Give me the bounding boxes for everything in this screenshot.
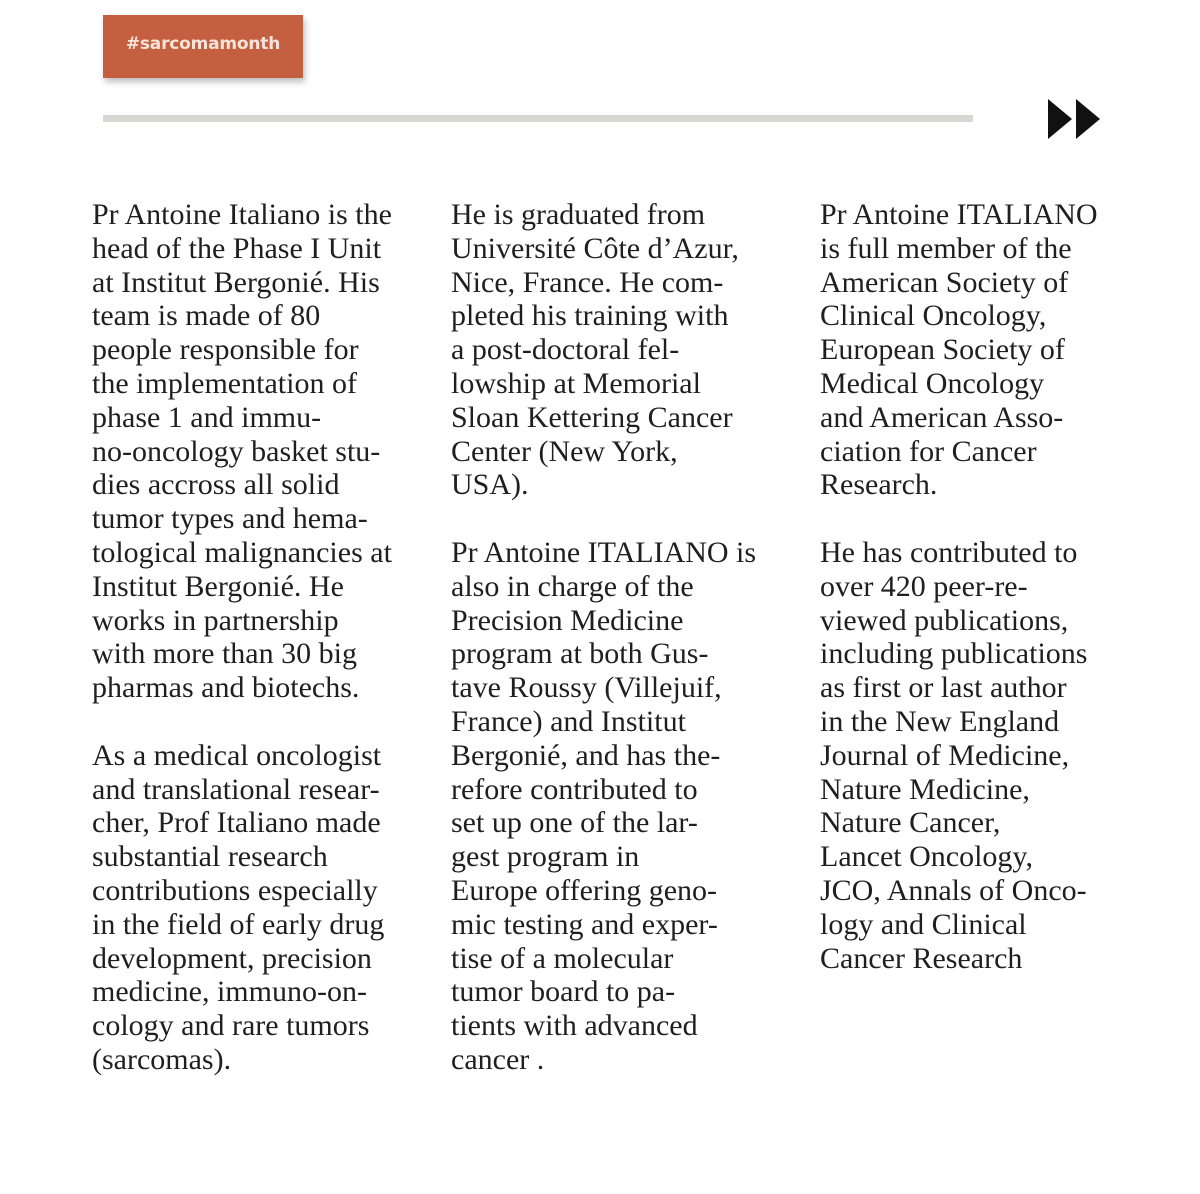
paragraph [451,198,756,502]
text-line: gest program in [451,840,640,874]
text-line: Journal of Medicine, [820,738,1070,772]
text-line: cher, Prof Italiano made [92,806,381,840]
text-line: Clinical Oncology, [820,299,1047,333]
text-line: Sloan Kettering Cancer [451,400,733,434]
text-line: Bergonié, and has the- [451,738,721,772]
text-line: tave Roussy (Villejuif, [451,671,722,705]
text-line: Nature Medicine, [820,772,1030,806]
text-line: dies accross all solid [92,468,340,502]
text-line: head of the Phase I Unit [92,231,382,265]
text-line: Université Côte d’Azur, [451,231,739,265]
text-line: and American Asso- [820,400,1064,434]
text-line: Cancer Research [820,941,1023,975]
text-line: medicine, immuno-on- [92,975,367,1009]
text-line: works in partnership [92,603,339,637]
hashtag-badge [103,15,303,78]
text-line: tise of a molecular [451,941,674,975]
text-column-2 [451,198,756,1077]
text-line: Pr Antoine Italiano is the [92,198,392,231]
text-column-3 [820,198,1098,975]
text-line: Precision Medicine [451,603,684,637]
header-divider [103,115,973,122]
text-line: team is made of 80 [92,299,321,333]
paragraph-gap [92,705,392,739]
text-line: Medical Oncology [820,366,1045,400]
text-line: tological malignancies at [92,535,392,569]
text-column-1 [92,198,392,1077]
text-line: tumor board to pa- [451,975,676,1009]
text-line: USA). [451,468,529,502]
text-line: Pr Antoine ITALIANO [820,198,1098,231]
paragraph [820,198,1098,502]
text-line: cancer . [451,1042,545,1076]
hashtag-label: #sarcomamonth [125,33,281,54]
text-line: pleted his training with [451,299,729,333]
text-line: Lancet Oncology, [820,840,1033,874]
text-line: as first or last author [820,671,1067,705]
text-line: program at both Gus- [451,637,709,671]
text-line: JCO, Annals of Onco- [820,873,1087,907]
paragraph [92,739,392,1077]
text-line: tumor types and hema- [92,502,368,536]
text-line: Nice, France. He com- [451,265,724,299]
text-line: contributions especially [92,873,378,907]
text-line: at Institut Bergonié. His [92,265,380,299]
text-line: also in charge of the [451,569,694,603]
text-line: France) and Institut [451,704,686,738]
text-line: cology and rare tumors [92,1009,370,1043]
text-line: people responsible for [92,333,359,367]
paragraph [451,536,756,1077]
text-line: He is graduated from [451,198,706,231]
text-line: Research. [820,468,938,502]
text-line: Pr Antoine ITALIANO is [451,535,757,569]
text-line: substantial research [92,840,328,874]
text-line: (sarcomas). [92,1042,232,1076]
text-line: phase 1 and immu- [92,400,322,434]
text-line: set up one of the lar- [451,806,698,840]
text-line: no-oncology basket stu- [92,434,381,468]
text-line: American Society of [820,265,1069,299]
text-line: European Society of [820,333,1065,367]
fast-forward-icon[interactable] [1046,97,1102,141]
paragraph [820,536,1098,975]
text-line: Nature Cancer, [820,806,1001,840]
text-line: including publications [820,637,1088,671]
text-line: ciation for Cancer [820,434,1037,468]
text-line: over 420 peer-re- [820,569,1028,603]
paragraph [92,198,392,705]
text-line: the implementation of [92,366,357,400]
text-line: logy and Clinical [820,907,1027,941]
text-line: Center (New York, [451,434,678,468]
paragraph-gap [451,502,756,536]
text-line: Institut Bergonié. He [92,569,344,603]
text-line: and translational resear- [92,772,380,806]
text-line: with more than 30 big [92,637,357,671]
text-line: development, precision [92,941,372,975]
text-line: As a medical oncologist [92,738,382,772]
text-line: in the field of early drug [92,907,385,941]
paragraph-gap [820,502,1098,536]
text-line: lowship at Memorial [451,366,701,400]
text-line: tients with advanced [451,1009,698,1043]
text-line: is full member of the [820,231,1072,265]
text-line: mic testing and exper- [451,907,718,941]
text-line: refore contributed to [451,772,698,806]
text-line: viewed publications, [820,603,1069,637]
text-line: Europe offering geno- [451,873,718,907]
text-line: in the New England [820,704,1060,738]
text-line: He has contributed to [820,535,1078,569]
text-line: pharmas and biotechs. [92,671,360,705]
text-line: a post-doctoral fel- [451,333,680,367]
